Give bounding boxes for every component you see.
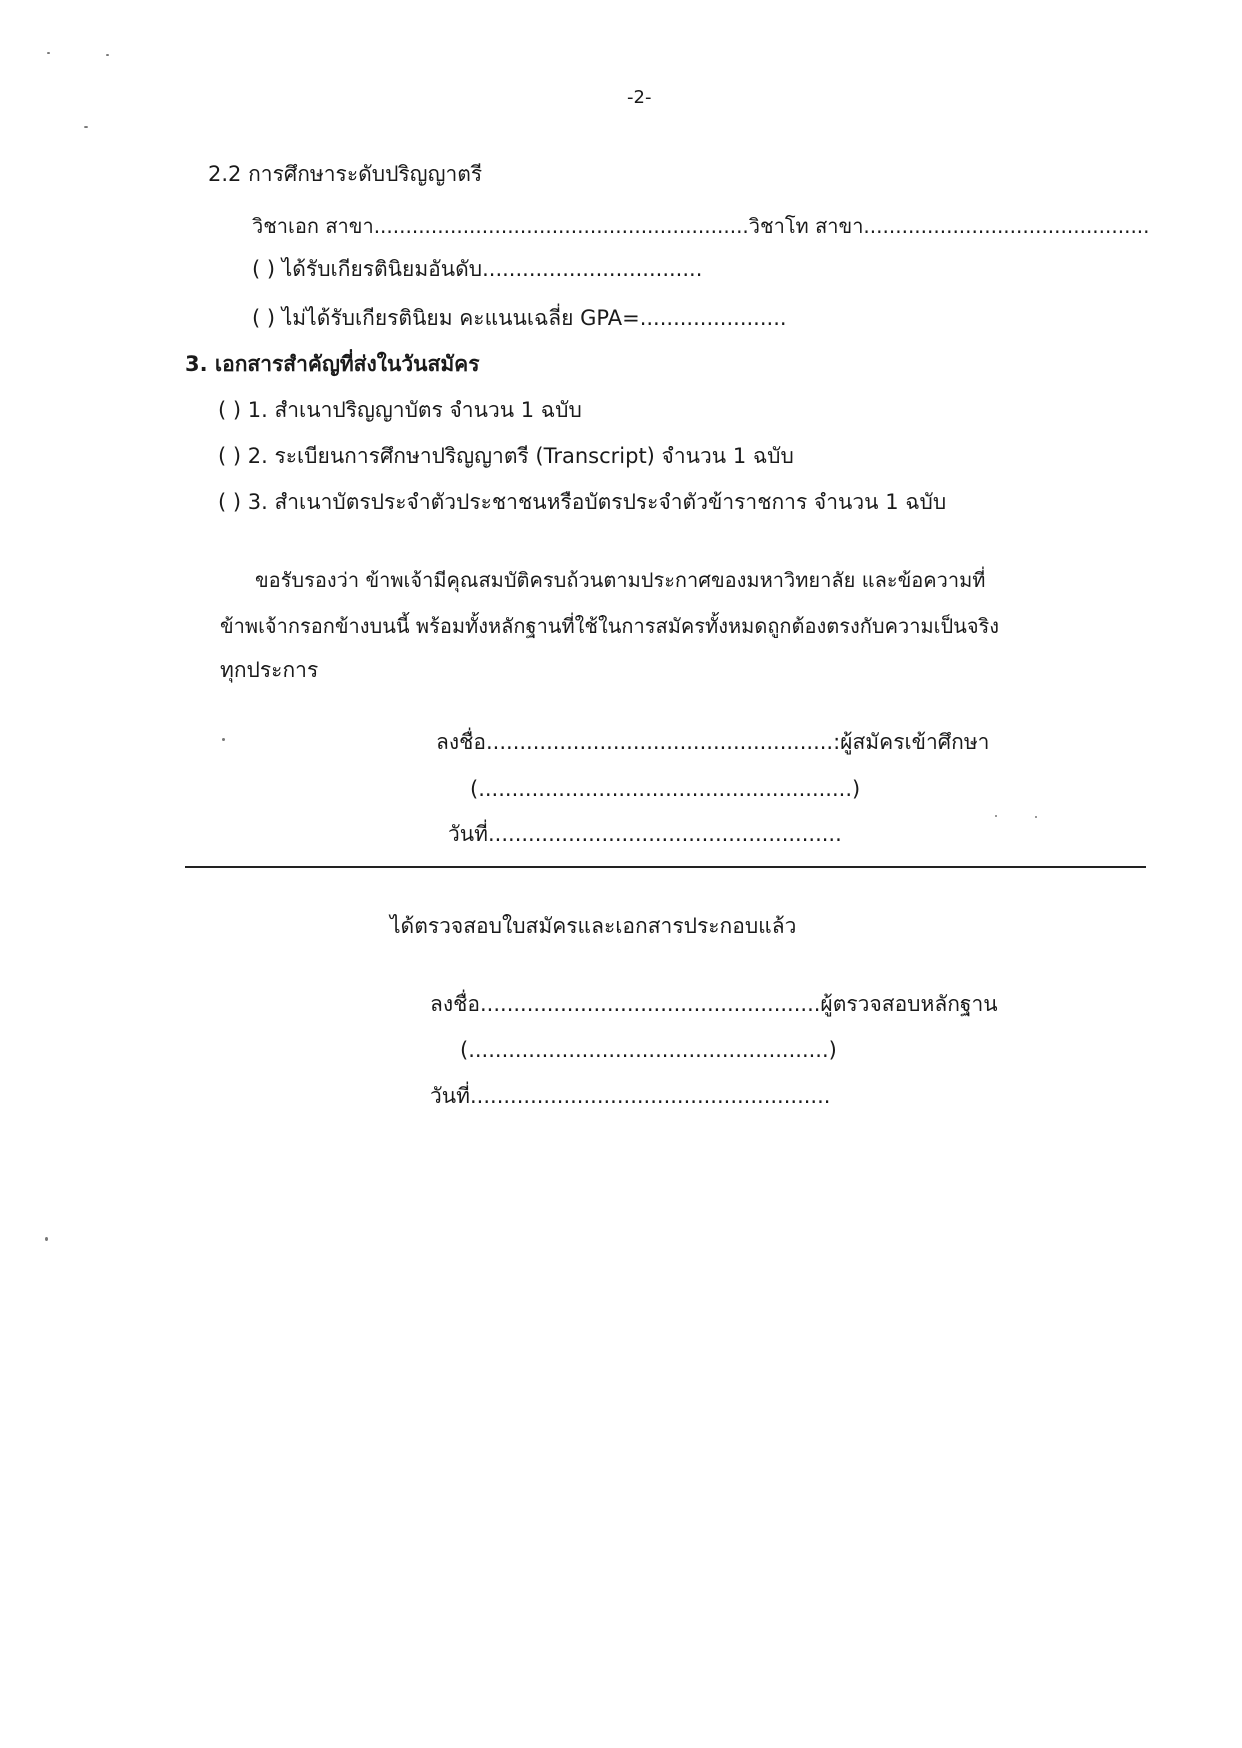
scan-speck [222,738,225,741]
certification-line-1: ขอรับรองว่า ข้าพเจ้ามีคุณสมบัติครบถ้วนตามประกาศของมหาวิทยาลัย และข้อความที่ [255,568,986,592]
scan-speck [995,815,997,817]
applicant-name-line: (........................................................) [470,777,861,801]
applicant-date-line: วันที่..................................................... [448,822,842,846]
verifier-name-line: (......................................................) [460,1038,837,1062]
major-minor-line: วิชาเอก สาขา...........................................................วิชาโท สาขา............................................. [252,214,1150,238]
scan-speck [106,54,109,56]
section-2-2-heading: 2.2 การศึกษาระดับปริญญาตรี [208,162,483,186]
document-item-3: ( ) 3. สำเนาบัตรประจำตัวประชาชนหรือบัตรประจำตัวข้าราชการ จำนวน 1 ฉบับ [218,490,947,514]
verification-statement: ได้ตรวจสอบใบสมัครและเอกสารประกอบแล้ว [390,914,797,938]
certification-line-2: ข้าพเจ้ากรอกข้างบนนี้ พร้อมทั้งหลักฐานที่ใช้ในการสมัครทั้งหมดถูกต้องตรงกับความเป็นจริง [220,614,1000,638]
verifier-sign-line: ลงชื่อ...................................................ผู้ตรวจสอบหลักฐาน [430,992,998,1016]
verifier-date-line: วันที่...................................................... [430,1084,831,1108]
applicant-sign-line: ลงชื่อ....................................................:ผู้สมัครเข้าศึกษา [436,730,990,754]
document-item-2: ( ) 2. ระเบียนการศึกษาปริญญาตรี (Transcript) จำนวน 1 ฉบับ [218,444,794,468]
scan-speck [45,1237,48,1241]
scan-speck [1035,816,1037,818]
certification-line-3: ทุกประการ [220,658,319,682]
document-item-1: ( ) 1. สำเนาปริญญาบัตร จำนวน 1 ฉบับ [218,398,582,422]
divider-line [185,866,1146,868]
honors-no-line: ( ) ไม่ได้รับเกียรตินิยม คะแนนเฉลี่ย GPA=...................... [252,306,787,330]
section-3-heading: 3. เอกสารสำคัญที่ส่งในวันสมัคร [185,352,480,376]
page-number: -2- [627,87,652,108]
scan-speck [47,52,50,54]
scan-speck [84,126,88,128]
honors-yes-line: ( ) ได้รับเกียรตินิยมอันดับ................................. [252,257,703,281]
